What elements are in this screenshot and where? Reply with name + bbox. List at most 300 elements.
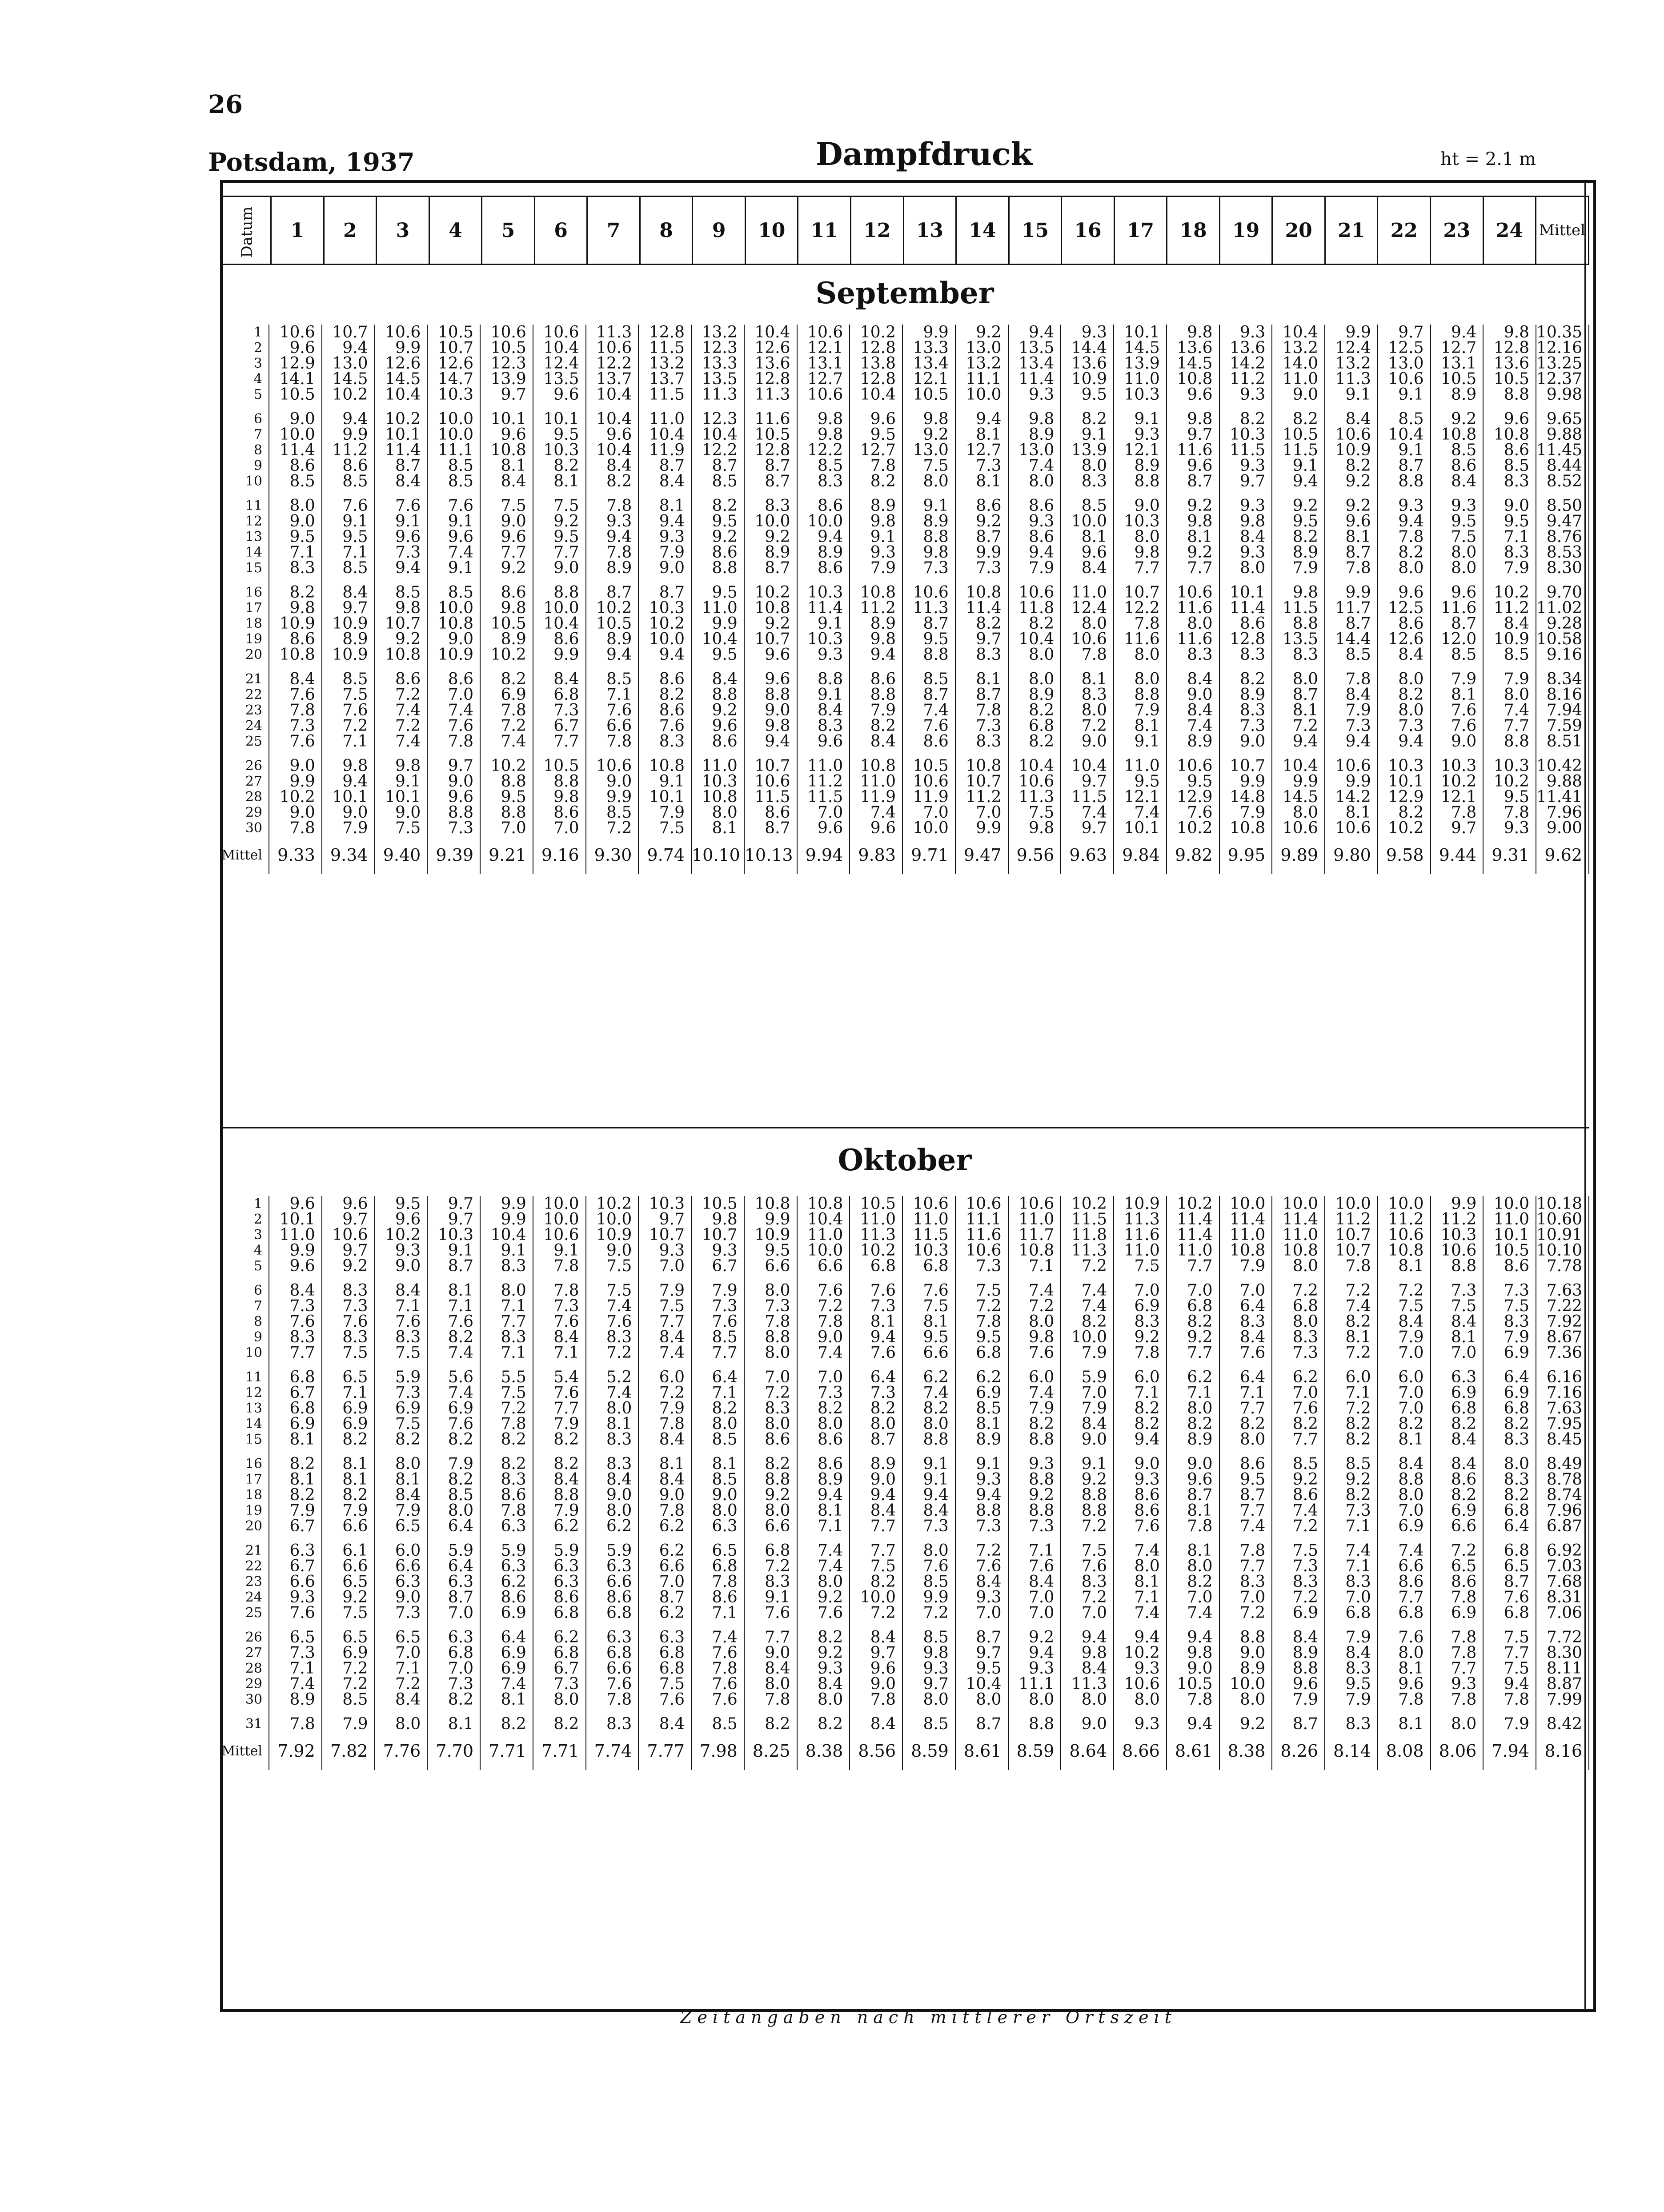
table-cell: 11.0 (850, 1212, 902, 1227)
table-cell: 11.3 (1325, 371, 1378, 387)
table-cell: 7.3 (955, 718, 1008, 734)
gap-cell (220, 1361, 269, 1369)
table-cell: 7.6 (850, 1283, 902, 1298)
table-row (220, 1314, 1589, 1329)
table-cell: 6.6 (797, 1258, 850, 1274)
table-cell: 8.9 (480, 631, 533, 647)
table-cell: 7.6 (1114, 1518, 1167, 1534)
table-cell: 8.0 (1114, 1558, 1167, 1574)
table-row (220, 1630, 1589, 1645)
day-label: 9 (220, 458, 269, 474)
table-cell: 7.2 (586, 1345, 639, 1361)
table-cell: 7.0 (955, 1605, 1008, 1621)
table-cell: 9.3 (1114, 427, 1167, 442)
september-title: September (815, 276, 994, 310)
table-cell: 9.0 (375, 1590, 428, 1605)
table-cell: 7.9 (533, 1416, 586, 1432)
mittel-cell: 9.33 (269, 836, 322, 874)
table-cell: 7.2 (797, 1298, 850, 1314)
table-cell: 11.5 (1272, 600, 1325, 616)
table-cell: 8.0 (850, 1416, 902, 1432)
table-cell: 9.3 (1378, 498, 1431, 514)
table-cell: 9.6 (1272, 1676, 1325, 1692)
table-cell: 8.5 (1378, 411, 1431, 427)
table-cell: 8.3 (1114, 1314, 1167, 1329)
table-cell: 9.2 (797, 1590, 850, 1605)
table-cell: 7.1 (1008, 1543, 1061, 1558)
mittel-cell: 8.64 (1061, 1732, 1114, 1770)
table-cell: 9.6 (322, 1196, 375, 1212)
table-cell: 11.4 (1008, 371, 1061, 387)
table-cell: 7.99 (1536, 1692, 1589, 1707)
table-cell: 6.2 (1272, 1369, 1325, 1385)
table-cell: 9.6 (480, 529, 533, 545)
table-cell: 8.7 (1431, 616, 1484, 631)
table-cell: 8.2 (902, 1401, 955, 1416)
table-cell: 7.9 (638, 1283, 691, 1298)
table-cell: 9.88 (1536, 427, 1589, 442)
table-cell: 11.2 (955, 789, 1008, 805)
table-cell: 9.8 (1483, 325, 1536, 340)
table-cell: 7.8 (1325, 1258, 1378, 1274)
table-cell: 6.87 (1536, 1518, 1589, 1534)
table-cell: 8.5 (691, 1716, 744, 1732)
table-cell: 7.1 (533, 1345, 586, 1361)
table-cell: 8.1 (1272, 703, 1325, 718)
table-cell: 8.8 (480, 805, 533, 820)
table-cell: 12.2 (1114, 600, 1167, 616)
table-cell: 7.3 (427, 1676, 480, 1692)
table-cell: 10.6 (586, 340, 639, 356)
table-cell: 12.4 (1061, 600, 1114, 616)
table-cell: 9.4 (850, 1487, 902, 1503)
table-cell: 7.8 (269, 703, 322, 718)
table-cell: 10.4 (1378, 427, 1431, 442)
table-cell: 8.4 (1431, 1432, 1484, 1447)
table-cell: 8.4 (902, 1503, 955, 1518)
table-cell: 9.4 (850, 1329, 902, 1345)
day-label: 10 (220, 474, 269, 489)
table-cell: 8.2 (1272, 529, 1325, 545)
table-cell: 6.5 (322, 1369, 375, 1385)
table-cell: 11.6 (1167, 600, 1219, 616)
table-cell: 10.7 (1114, 585, 1167, 600)
table-cell: 10.5 (269, 387, 322, 402)
day-label: 7 (220, 1298, 269, 1314)
table-cell: 8.6 (638, 703, 691, 718)
table-cell: 7.2 (1431, 1543, 1484, 1558)
table-cell: 8.2 (1378, 687, 1431, 703)
table-cell: 14.5 (322, 371, 375, 387)
table-cell: 8.2 (955, 616, 1008, 631)
table-cell: 7.7 (638, 1314, 691, 1329)
table-cell: 6.9 (322, 1645, 375, 1661)
table-cell: 8.3 (797, 718, 850, 734)
table-cell: 10.5 (902, 387, 955, 402)
table-cell: 9.6 (427, 529, 480, 545)
table-cell: 10.8 (1219, 1243, 1272, 1258)
table-cell: 9.4 (1114, 1432, 1167, 1447)
table-cell: 11.0 (1219, 1227, 1272, 1243)
table-cell: 8.2 (797, 1630, 850, 1645)
table-cell: 13.1 (797, 356, 850, 371)
table-cell: 8.0 (1378, 560, 1431, 576)
table-cell: 9.0 (850, 1676, 902, 1692)
table-cell: 6.8 (586, 1645, 639, 1661)
table-cell: 10.6 (1061, 631, 1114, 647)
table-cell: 7.9 (850, 560, 902, 576)
table-cell: 9.0 (1219, 734, 1272, 749)
table-cell: 8.8 (1008, 1716, 1061, 1732)
table-cell: 7.8 (1219, 1543, 1272, 1558)
table-cell: 11.2 (322, 442, 375, 458)
oktober-table (220, 1196, 1589, 1770)
table-cell: 6.4 (1483, 1518, 1536, 1534)
table-cell: 8.0 (1114, 671, 1167, 687)
table-cell: 7.5 (638, 820, 691, 836)
table-cell: 6.7 (269, 1385, 322, 1401)
table-cell: 9.3 (797, 647, 850, 662)
table-cell: 10.5 (1272, 427, 1325, 442)
day-label: 12 (220, 514, 269, 529)
table-cell: 10.7 (1325, 1243, 1378, 1258)
table-cell: 10.3 (1431, 758, 1484, 774)
table-cell: 9.0 (1167, 687, 1219, 703)
table-cell: 8.0 (1061, 616, 1114, 631)
table-cell: 8.6 (1431, 458, 1484, 474)
table-cell: 8.3 (1061, 474, 1114, 489)
table-cell: 8.0 (744, 1416, 797, 1432)
day-label: 14 (220, 545, 269, 560)
table-cell: 8.3 (480, 1329, 533, 1345)
table-cell: 8.50 (1536, 498, 1589, 514)
table-cell: 8.0 (1219, 1692, 1272, 1707)
table-cell: 9.0 (1114, 1456, 1167, 1472)
table-cell: 7.96 (1536, 805, 1589, 820)
table-cell: 9.2 (902, 427, 955, 442)
table-cell: 8.6 (1008, 498, 1061, 514)
table-cell: 8.1 (638, 498, 691, 514)
table-cell: 7.6 (691, 1314, 744, 1329)
table-cell: 9.8 (375, 600, 428, 616)
table-cell: 8.2 (850, 1574, 902, 1590)
table-cell: 10.8 (1378, 1243, 1431, 1258)
day-label: 23 (220, 1574, 269, 1590)
gap-cell (220, 489, 269, 498)
table-cell: 9.2 (1114, 1329, 1167, 1345)
table-cell: 7.92 (1536, 1314, 1589, 1329)
table-cell: 6.9 (480, 1645, 533, 1661)
table-cell: 6.16 (1536, 1369, 1589, 1385)
table-cell: 6.3 (586, 1558, 639, 1574)
table-cell: 7.0 (1325, 1590, 1378, 1605)
table-cell: 6.8 (1325, 1605, 1378, 1621)
table-cell: 7.1 (1114, 1385, 1167, 1401)
table-cell: 12.1 (797, 340, 850, 356)
table-cell: 8.7 (850, 1432, 902, 1447)
table-cell: 12.5 (1378, 340, 1431, 356)
table-cell: 10.3 (533, 442, 586, 458)
table-cell: 6.8 (1483, 1401, 1536, 1416)
table-cell: 8.7 (638, 1590, 691, 1605)
table-cell: 10.3 (427, 1227, 480, 1243)
table-cell: 6.4 (1219, 1298, 1272, 1314)
table-cell: 7.3 (955, 458, 1008, 474)
table-cell: 10.3 (1114, 387, 1167, 402)
table-cell: 9.8 (1114, 545, 1167, 560)
table-cell: 5.9 (533, 1543, 586, 1558)
table-row (220, 545, 1589, 560)
table-row (220, 1543, 1589, 1558)
table-cell: 8.6 (480, 585, 533, 600)
table-cell: 8.9 (586, 631, 639, 647)
table-cell: 12.2 (691, 442, 744, 458)
table-cell: 7.1 (269, 1661, 322, 1676)
table-cell: 6.8 (533, 1605, 586, 1621)
table-cell: 7.4 (1061, 805, 1114, 820)
table-cell: 12.6 (427, 356, 480, 371)
table-cell: 8.3 (586, 1716, 639, 1732)
table-cell: 7.0 (1272, 1385, 1325, 1401)
table-cell: 10.8 (1219, 820, 1272, 836)
table-cell: 7.6 (269, 1314, 322, 1329)
table-cell: 9.5 (1167, 774, 1219, 789)
table-cell: 13.6 (744, 356, 797, 371)
table-cell: 8.8 (1483, 387, 1536, 402)
table-row (220, 1298, 1589, 1314)
table-cell: 14.7 (427, 371, 480, 387)
table-cell: 7.5 (533, 498, 586, 514)
table-cell: 9.0 (1114, 498, 1167, 514)
table-cell: 8.6 (322, 458, 375, 474)
table-cell: 9.4 (375, 560, 428, 576)
table-cell: 7.8 (638, 1416, 691, 1432)
table-cell: 10.9 (322, 647, 375, 662)
table-row (220, 1227, 1589, 1243)
day-label: 2 (220, 340, 269, 356)
table-cell: 10.6 (902, 585, 955, 600)
table-cell: 10.4 (533, 616, 586, 631)
table-cell: 10.1 (1114, 820, 1167, 836)
gap-cell (220, 1274, 269, 1283)
table-cell: 8.8 (533, 774, 586, 789)
table-cell: 7.0 (1008, 1605, 1061, 1621)
table-cell: 10.5 (480, 340, 533, 356)
table-cell: 11.0 (797, 1227, 850, 1243)
table-cell: 10.4 (1272, 758, 1325, 774)
table-cell: 9.8 (1008, 1329, 1061, 1345)
table-cell: 7.0 (638, 1258, 691, 1274)
table-cell: 9.6 (744, 671, 797, 687)
table-cell: 9.0 (375, 805, 428, 820)
table-cell: 7.5 (638, 1676, 691, 1692)
day-label: 22 (220, 687, 269, 703)
mittel-cell: 9.40 (375, 836, 428, 874)
day-label: 20 (220, 1518, 269, 1534)
table-cell: 8.0 (375, 1716, 428, 1732)
table-cell: 9.4 (586, 529, 639, 545)
table-cell: 11.6 (1167, 442, 1219, 458)
table-cell: 8.30 (1536, 560, 1589, 576)
table-cell: 10.4 (480, 1227, 533, 1243)
table-cell: 7.2 (322, 718, 375, 734)
table-cell: 10.2 (586, 600, 639, 616)
table-cell: 8.0 (1114, 647, 1167, 662)
table-cell: 8.2 (1219, 411, 1272, 427)
table-cell: 7.0 (1431, 1345, 1484, 1361)
table-cell: 9.1 (1114, 411, 1167, 427)
table-cell: 7.7 (480, 1314, 533, 1329)
table-cell: 9.4 (1061, 1630, 1114, 1645)
table-cell: 6.8 (1483, 1543, 1536, 1558)
table-cell: 7.8 (1167, 1692, 1219, 1707)
table-cell: 10.5 (1483, 1243, 1536, 1258)
table-cell: 8.3 (586, 1329, 639, 1345)
table-cell: 7.4 (1008, 1385, 1061, 1401)
table-cell: 6.9 (1378, 1518, 1431, 1534)
table-cell: 9.7 (427, 758, 480, 774)
table-cell: 8.7 (1219, 1487, 1272, 1503)
table-cell: 9.7 (638, 1212, 691, 1227)
table-cell: 8.3 (1219, 647, 1272, 662)
table-cell: 8.0 (1061, 458, 1114, 474)
table-cell: 7.7 (1167, 1345, 1219, 1361)
table-cell: 10.6 (375, 325, 428, 340)
table-cell: 9.8 (480, 600, 533, 616)
table-cell: 8.1 (1378, 1661, 1431, 1676)
table-cell: 6.6 (1431, 1518, 1484, 1534)
table-cell: 8.3 (322, 1283, 375, 1298)
table-cell: 9.7 (1061, 820, 1114, 836)
table-cell: 7.9 (1114, 703, 1167, 718)
table-cell: 7.6 (902, 1558, 955, 1574)
table-cell: 10.2 (375, 411, 428, 427)
table-cell: 9.9 (955, 820, 1008, 836)
table-cell: 7.2 (375, 718, 428, 734)
table-cell: 8.8 (1114, 474, 1167, 489)
table-cell: 7.0 (797, 805, 850, 820)
table-cell: 6.5 (1483, 1558, 1536, 1574)
table-cell: 10.7 (375, 616, 428, 631)
table-cell: 8.6 (1483, 442, 1536, 458)
table-cell: 8.8 (902, 529, 955, 545)
table-cell: 9.5 (1483, 789, 1536, 805)
table-cell: 9.0 (269, 411, 322, 427)
table-cell: 7.6 (691, 1645, 744, 1661)
table-cell: 7.4 (1008, 458, 1061, 474)
table-cell: 9.8 (1061, 1645, 1114, 1661)
table-cell: 11.4 (1219, 600, 1272, 616)
table-cell: 11.2 (1378, 1212, 1431, 1227)
table-cell: 10.9 (427, 647, 480, 662)
table-cell: 7.6 (427, 498, 480, 514)
table-cell: 9.8 (322, 758, 375, 774)
table-cell: 8.8 (1431, 1258, 1484, 1274)
hour-header-22: 22 (1378, 197, 1431, 265)
hour-header-18: 18 (1167, 197, 1220, 265)
table-cell: 7.4 (427, 1385, 480, 1401)
table-cell: 8.76 (1536, 529, 1589, 545)
table-cell: 6.6 (638, 1558, 691, 1574)
table-cell: 9.3 (1431, 1676, 1484, 1692)
table-cell: 9.0 (1061, 1432, 1114, 1447)
table-cell: 13.7 (586, 371, 639, 387)
table-row (220, 1692, 1589, 1707)
table-cell: 7.2 (375, 1676, 428, 1692)
table-cell: 9.0 (1272, 387, 1325, 402)
table-cell: 10.6 (1167, 585, 1219, 600)
table-cell: 7.0 (427, 1605, 480, 1621)
table-cell: 8.1 (1114, 1574, 1167, 1590)
table-cell: 8.8 (744, 687, 797, 703)
table-cell: 8.3 (375, 1329, 428, 1345)
table-cell: 9.2 (797, 1645, 850, 1661)
table-cell: 7.4 (902, 703, 955, 718)
table-cell: 8.2 (480, 671, 533, 687)
table-cell: 10.0 (955, 387, 1008, 402)
table-cell: 8.4 (533, 1329, 586, 1345)
table-cell: 6.3 (480, 1518, 533, 1534)
table-cell: 11.4 (1167, 1212, 1219, 1227)
table-cell: 9.7 (1378, 325, 1431, 340)
table-cell: 8.44 (1536, 458, 1589, 474)
table-cell: 9.6 (375, 1212, 428, 1227)
table-cell: 10.7 (955, 774, 1008, 789)
table-cell: 9.5 (1061, 387, 1114, 402)
table-cell: 8.0 (1008, 474, 1061, 489)
table-cell: 8.4 (1219, 529, 1272, 545)
table-cell: 12.0 (1431, 631, 1484, 647)
table-cell: 8.1 (638, 1456, 691, 1472)
table-cell: 7.8 (269, 820, 322, 836)
table-cell: 7.8 (586, 734, 639, 749)
table-cell: 8.4 (638, 1329, 691, 1345)
table-cell: 9.6 (375, 529, 428, 545)
table-cell: 9.3 (638, 529, 691, 545)
table-cell: 8.5 (797, 458, 850, 474)
table-cell: 8.5 (427, 458, 480, 474)
table-cell: 9.3 (1114, 1661, 1167, 1676)
table-cell: 11.1 (427, 442, 480, 458)
hour-header-23: 23 (1431, 197, 1484, 265)
table-cell: 8.1 (1114, 718, 1167, 734)
table-cell: 9.0 (1167, 1661, 1219, 1676)
table-cell: 7.7 (850, 1543, 902, 1558)
table-row (220, 1456, 1589, 1472)
table-cell: 6.3 (638, 1630, 691, 1645)
table-cell: 11.2 (1431, 1212, 1484, 1227)
table-cell: 9.0 (1219, 1645, 1272, 1661)
table-cell: 8.9 (744, 545, 797, 560)
table-cell: 8.2 (744, 1456, 797, 1472)
table-cell: 6.8 (1272, 1298, 1325, 1314)
table-cell: 9.7 (1061, 774, 1114, 789)
table-cell: 7.5 (1114, 1258, 1167, 1274)
table-cell: 9.0 (1167, 1456, 1219, 1472)
table-cell: 10.8 (744, 1196, 797, 1212)
table-cell: 14.4 (1061, 340, 1114, 356)
table-cell: 10.2 (850, 325, 902, 340)
table-cell: 7.0 (902, 805, 955, 820)
table-cell: 10.2 (1167, 1196, 1219, 1212)
table-cell: 9.5 (480, 789, 533, 805)
table-cell: 7.2 (1272, 1590, 1325, 1605)
table-cell: 8.3 (1219, 1314, 1272, 1329)
table-cell: 7.2 (850, 1605, 902, 1621)
table-cell: 8.4 (797, 703, 850, 718)
table-cell: 9.8 (797, 427, 850, 442)
table-cell: 7.7 (1219, 1503, 1272, 1518)
